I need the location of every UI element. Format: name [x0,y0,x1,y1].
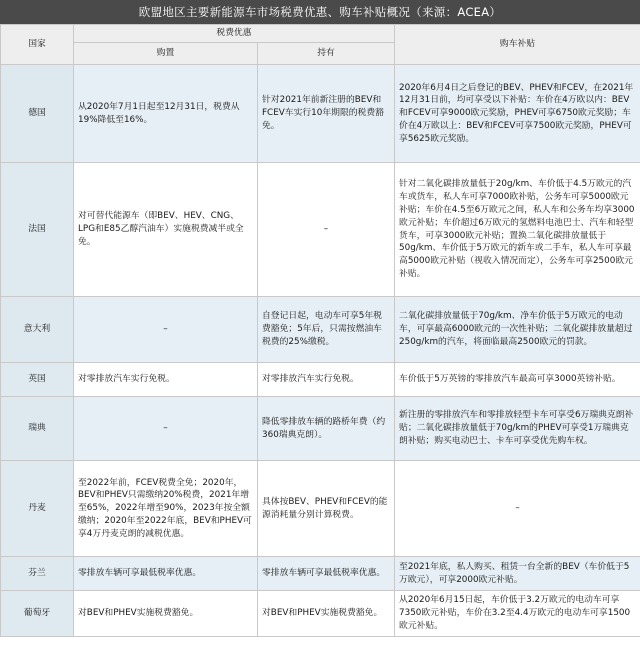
header-subsidy: 购车补贴 [395,25,640,65]
table-row [1,557,640,591]
purchase-cell: 从2020年7月1日起至12月31日，税费从19%降低至16%。 [74,65,258,163]
table-row [1,65,640,163]
subsidy-cell: 新注册的零排放汽车和零排放轻型卡车可享受6万瑞典克朗补贴；二氧化碳排放量低于70g/km的PHEV可享受1万瑞典克朗补贴；购买电动巴士、卡车可享受优先购车权。 [395,397,640,461]
country-cell: 葡萄牙 [1,591,74,637]
holding-cell: 具体按BEV、PHEV和FCEV的能源消耗量分别计算税费。 [258,461,395,557]
table-row [1,461,640,557]
holding-cell: 零排放车辆可享最低税率优惠。 [258,557,395,591]
subsidy-cell: – [395,461,640,557]
subsidy-cell: 2020年6月4日之后登记的BEV、PHEV和FCEV，在2021年12月31日前，均可享受以下补贴：车价在4万欧以内：BEV和FCEV可享9000欧元奖励，PHEV可享6750欧元奖励；车价在4万欧以上：BEV和FCEV可享7500欧元奖励，PHEV可享5625欧元奖励。 [395,65,640,163]
subsidy-cell: 从2020年6月15日起，车价低于3.2万欧元的电动车可享7350欧元补贴，车价在3.2至4.4万欧元的电动车可享1500欧元补贴。 [395,591,640,637]
country-cell: 德国 [1,65,74,163]
header-purchase: 购置 [74,43,258,65]
subsidy-cell: 至2021年底，私人购买、租赁一台全新的BEV（车价低于5万欧元），可享2000欧元补贴。 [395,557,640,591]
table-row [1,363,640,397]
holding-cell: 自登记日起，电动车可享5年税费豁免；5年后，只需按燃油车税费的25%缴税。 [258,297,395,363]
country-cell: 英国 [1,363,74,397]
country-cell: 丹麦 [1,461,74,557]
purchase-cell: 对BEV和PHEV实施税费豁免。 [74,591,258,637]
country-cell: 法国 [1,163,74,297]
table-row [1,163,640,297]
holding-cell: 对BEV和PHEV实施税费豁免。 [258,591,395,637]
subsidy-cell: 二氧化碳排放量低于70g/km、净车价低于5万欧元的电动车，可享最高6000欧元的一次性补贴；二氧化碳排放量超过250g/km的汽车，将面临最高2500欧元的罚款。 [395,297,640,363]
holding-cell: – [258,163,395,297]
subsidy-cell: 针对二氧化碳排放量低于20g/km、车价低于4.5万欧元的汽车或货车，私人车可享7000欧补贴，公务车可享5000欧元补贴；车价在4.5至6万欧元之间，私人车和公务车均享3000欧元补贴；车价超过6万欧元的氢燃料电池巴士、汽车和轻型货车，可享3000欧元补贴；置换二氧化碳排放量低于50g/km、车价低于5万欧元的新车或二手车，私人车可享最高5000欧元补贴（视收入情况而定），公务车可享2500欧元补贴。 [395,163,640,297]
subsidy-cell: 车价低于5万英镑的零排放汽车最高可享3000英镑补贴。 [395,363,640,397]
holding-cell: 降低零排放车辆的路桥年费（约360瑞典克朗）。 [258,397,395,461]
header-holding: 持有 [258,43,395,65]
policy-table [0,24,640,637]
header-country: 国家 [1,25,74,65]
purchase-cell: 对可替代能源车（即BEV、HEV、CNG、LPG和E85乙醇汽油车）实施税费减半或全免。 [74,163,258,297]
table-row [1,397,640,461]
purchase-cell: 至2022年前，FCEV税费全免；2020年，BEV和PHEV只需缴纳20%税费，2021年增至65%，2022年增至90%，2023年按全额缴纳；2020年至2022年底，BEV和PHEV可享4万丹麦克朗的减税优惠。 [74,461,258,557]
country-cell: 瑞典 [1,397,74,461]
header-tax-group: 税费优惠 [74,25,395,43]
purchase-cell: – [74,397,258,461]
country-cell: 芬兰 [1,557,74,591]
purchase-cell: 零排放车辆可享最低税率优惠。 [74,557,258,591]
holding-cell: 对零排放汽车实行免税。 [258,363,395,397]
purchase-cell: – [74,297,258,363]
table-row [1,591,640,637]
table-row [1,297,640,363]
purchase-cell: 对零排放汽车实行免税。 [74,363,258,397]
holding-cell: 针对2021年前新注册的BEV和FCEV车实行10年期限的税费豁免。 [258,65,395,163]
country-cell: 意大利 [1,297,74,363]
table-title: 欧盟地区主要新能源车市场税费优惠、购车补贴概况（来源：ACEA） [0,0,640,24]
